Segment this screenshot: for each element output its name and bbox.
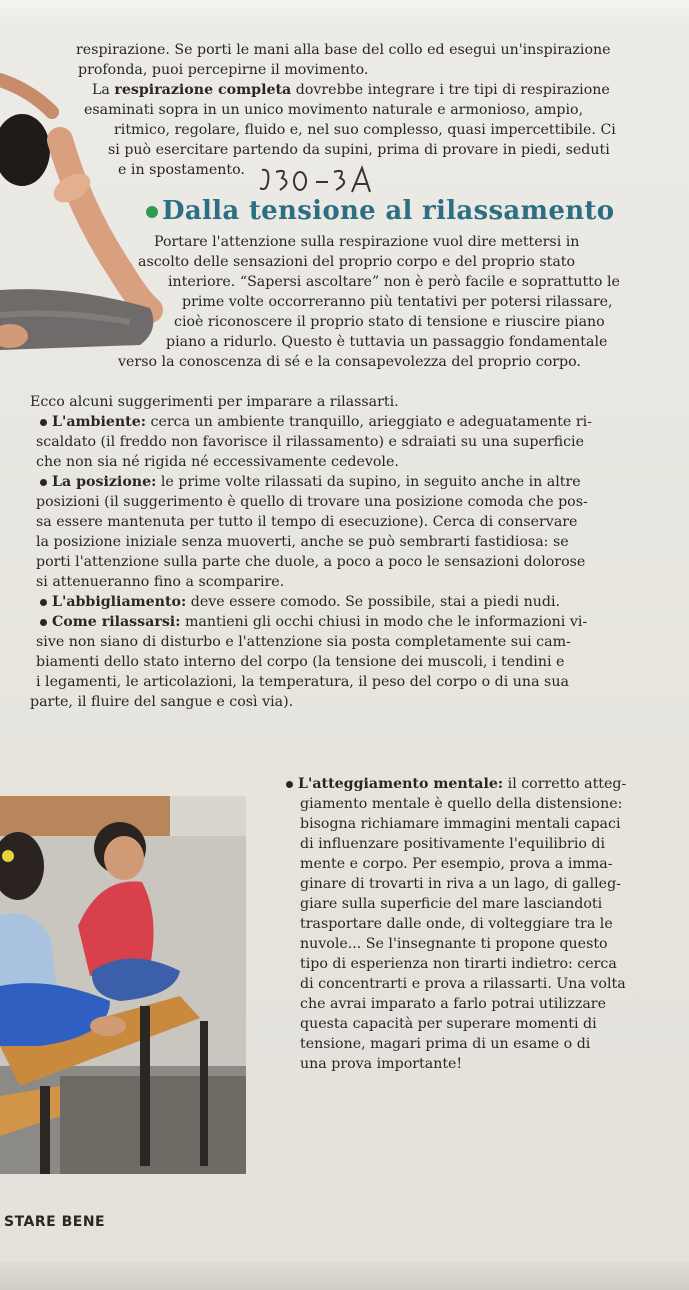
- text-line: interiore. “Sapersi ascoltare” non è però facile e soprattutto le: [168, 274, 620, 290]
- text-line: una prova importante!: [300, 1056, 463, 1072]
- list-item: L'abbigliamento: deve essere comodo. Se possibile, stai a piedi nudi.: [30, 592, 686, 612]
- text-line: porti l'attenzione sulla parte che duole, a poco a poco le sensazioni dolorose: [36, 554, 586, 570]
- page-bottom-edge: [0, 1262, 689, 1290]
- text-line: cioè riconoscere il proprio stato di tensione e riuscire piano: [174, 314, 605, 330]
- text-line: si attenueranno fino a scomparire.: [36, 574, 285, 590]
- text-line: di concentrarti e prova a rilassarti. Una volta: [300, 976, 626, 992]
- footer-section-label: STARE BENE: [4, 1214, 106, 1230]
- text-line: posizioni (il suggerimento è quello di trovare una posizione comoda che pos-: [36, 494, 588, 510]
- page-top-edge: [0, 0, 689, 28]
- text-line: di influenzare positivamente l'equilibrio di: [300, 836, 606, 852]
- list-item: L'atteggiamento mentale: il corretto atteg-: [276, 774, 686, 794]
- text-line: respirazione. Se porti le mani alla base del collo ed esegui un'inspirazione: [76, 42, 611, 58]
- text-line: e in spostamento.: [118, 162, 245, 178]
- text-line: che non sia né rigida né eccessivamente cedevole.: [36, 454, 399, 470]
- bold-term: respirazione completa: [114, 82, 292, 98]
- text-line: giare sulla superficie del mare lasciandoti: [300, 896, 603, 912]
- list-intro: Ecco alcuni suggerimenti per imparare a rilassarti.: [30, 394, 399, 410]
- tips-list: [30, 392, 686, 712]
- text-line: verso la conoscenza di sé e la consapevolezza del proprio corpo.: [118, 354, 581, 370]
- section-paragraph: [118, 232, 684, 372]
- text-line: biamenti dello stato interno del corpo (la tensione dei muscoli, i tendini e: [36, 654, 565, 670]
- bullet-icon: [286, 781, 293, 788]
- text-line: sive non siano di disturbo e l'attenzione sia posta completamente sui cam-: [36, 634, 571, 650]
- mental-attitude-paragraph: [276, 774, 686, 1074]
- bullet-icon: [40, 479, 47, 486]
- text-line: Portare l'attenzione sulla respirazione vuol dire mettersi in: [154, 234, 580, 250]
- text-line: questa capacità per superare momenti di: [300, 1016, 597, 1032]
- text-line: si può esercitare partendo da supini, prima di provare in piedi, seduti: [108, 142, 610, 158]
- text-line: nuvole... Se l'insegnante ti propone questo: [300, 936, 608, 952]
- text-line: prime volte occorreranno più tentativi per potersi rilassare,: [182, 294, 613, 310]
- heading-bullet-icon: [146, 206, 158, 218]
- text-line: che avrai imparato a farlo potrai utilizzare: [300, 996, 606, 1012]
- list-item: L'ambiente: cerca un ambiente tranquillo, arieggiato e adeguatamente ri-: [30, 412, 686, 432]
- text-line: tensione, magari prima di un esame o di: [300, 1036, 591, 1052]
- children-meditating-photo: [0, 796, 246, 1174]
- text-line: trasportare dalle onde, di volteggiare tra le: [300, 916, 613, 932]
- handwritten-note: [258, 164, 376, 196]
- text-line: sa essere mantenuta per tutto il tempo di esecuzione). Cerca di conservare: [36, 514, 578, 530]
- bullet-icon: [40, 419, 47, 426]
- text-line: i legamenti, le articolazioni, la temperatura, il peso del corpo o di una sua: [36, 674, 569, 690]
- text-line: scaldato (il freddo non favorisce il rilassamento) e sdraiati su una superficie: [36, 434, 584, 450]
- text-line: ascolto delle sensazioni del proprio corpo e del proprio stato: [138, 254, 576, 270]
- bullet-icon: [40, 599, 47, 606]
- list-item: Come rilassarsi: mantieni gli occhi chiusi in modo che le informazioni vi-: [30, 612, 686, 632]
- text-line: giamento mentale è quello della distensione:: [300, 796, 623, 812]
- text-line: profonda, puoi percepirne il movimento.: [78, 62, 369, 78]
- text-line: La respirazione completa dovrebbe integrare i tre tipi di respirazione: [92, 82, 610, 98]
- list-item: La posizione: le prime volte rilassati da supino, in seguito anche in altre: [30, 472, 686, 492]
- text-line: bisogna richiamare immagini mentali capaci: [300, 816, 621, 832]
- text-line: ritmico, regolare, fluido e, nel suo complesso, quasi impercettibile. Ci: [114, 122, 616, 138]
- intro-paragraph: [76, 40, 676, 180]
- text-line: esaminati sopra in un unico movimento naturale e armonioso, ampio,: [84, 102, 584, 118]
- text-line: parte, il fluire del sangue e così via).: [30, 694, 294, 710]
- bullet-icon: [40, 619, 47, 626]
- text-line: tipo di esperienza non tirarti indietro: cerca: [300, 956, 617, 972]
- section-title: Dalla tensione al rilassamento: [162, 196, 615, 226]
- text-line: mente e corpo. Per esempio, prova a imma-: [300, 856, 613, 872]
- text-line: la posizione iniziale senza muoverti, anche se può sembrarti fastidiosa: se: [36, 534, 569, 550]
- text-line: ginare di trovarti in riva a un lago, di galleg-: [300, 876, 621, 892]
- text-line: piano a ridurlo. Questo è tuttavia un passaggio fondamentale: [166, 334, 608, 350]
